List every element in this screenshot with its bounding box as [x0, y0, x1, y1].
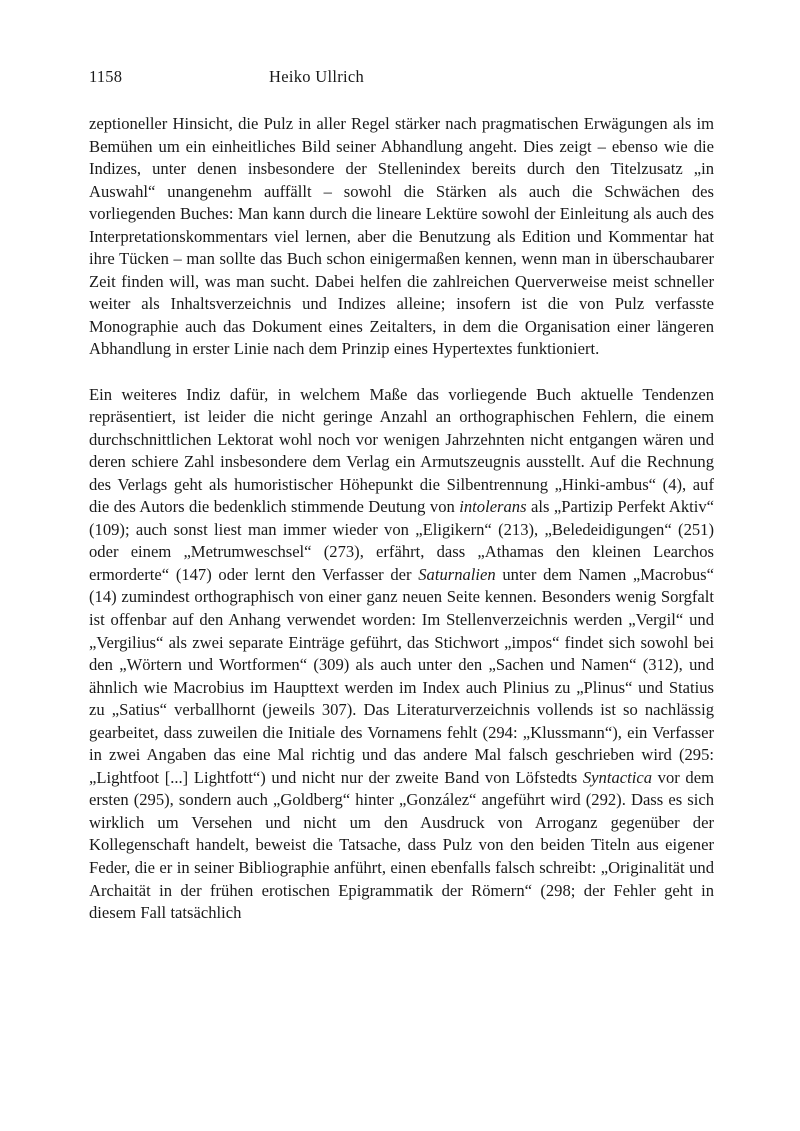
- text-run: unter dem Namen „Macrobus“ (14) zumindest orthographisch von einer ganz neuen Seite kennen. Besonders wenig Sorgfalt ist offenbar auf den Anhang verwendet worden: Im Stellenverzeichnis werden „Vergil“ und „Vergilius“ als zwei separate Einträge geführt, das Stichwort „impos“ findet sich sowohl bei den „Wörtern und Wortformen“ (309) als auch unter den „Sachen und Namen“ (312), und ähnlich wie Macrobius im Haupttext werden im Index auch Plinius zu „Plinus“ und Statius zu „Satius“ verballhornt (jeweils 307). Das Literaturverzeichnis vollends ist so nachlässig gearbeitet, dass zuweilen die Initiale des Vornamens fehlt (294: „Klussmann“), ein Verfasser in zwei Angaben das eine Mal richtig und das andere Mal falsch geschrieben wird (295: „Lightfoot [...] Lightfott“) und nicht nur der zweite Band von Löfstedts: [89, 564, 715, 787]
- running-head: [89, 66, 713, 88]
- paragraph: [89, 384, 714, 925]
- running-head-title: Heiko Ullrich: [269, 67, 365, 86]
- text-run: als „Partizip Perfekt Aktiv“ (109); auch sonst liest man immer wieder von „Eligikern“ (213), „Beledeidigungen“ (251) oder einem „Metrumweschsel“ (273), erfährt, dass „Athamas den kleinen Learchos ermorderte“ (147) oder lernt den Verfasser der: [89, 497, 714, 584]
- italic-title: intolerans: [459, 497, 527, 517]
- body-text: [89, 113, 714, 925]
- italic-title: Syntactica: [582, 767, 652, 787]
- text-run: zeptioneller Hinsicht, die Pulz in aller Regel stärker nach pragmatischen Erwägungen als im Bemühen um ein einheitliches Bild seiner Abhandlung angeht. Dies zeigt – ebenso wie die Indizes, unter denen insbesondere der Stellenindex bereits durch den Titelzusatz „in Auswahl“ unangenehm auffällt – sowohl die Stärken als auch die Schwächen des vorliegenden Buches: Man kann durch die lineare Lektüre sowohl der Einleitung als auch des Interpretationskommentars viel lernen, aber die Benutzung als Edition und Kommentar hat ihre Tücken – man sollte das Buch schon einigermaßen kennen, wenn man in überschaubarer Zeit finden will, was man sucht. Dabei helfen die zahlreichen Querverweise meist schneller weiter als Inhaltsverzeichnis und Indizes alleine; insofern ist die von Pulz verfasste Monographie auch das Dokument eines Zeitalters, in dem die Organisation einer längeren Abhandlung in erster Linie nach dem Prinzip eines Hypertextes funktioniert.: [89, 114, 714, 359]
- page-number: 1158: [89, 67, 123, 86]
- text-run: Ein weiteres Indiz dafür, in welchem Maße das vorliegende Buch aktuelle Tendenzen repräsentiert, ist leider die nicht geringe Anzahl an orthographischen Fehlern, die einem durchschnittlichen Lektorat wohl noch vor wenigen Jahrzehnten nicht entgangen wären und deren schiere Zahl insbesondere dem Verlag ein Armutszeugnis ausstellt. Auf die Rechnung des Verlags geht als humoristischer Höhepunkt die Silbentrennung „Hinki-ambus“ (4), auf die des Autors die bedenklich stimmende Deutung von: [89, 384, 714, 517]
- italic-title: Saturnalien: [418, 564, 496, 584]
- text-run: vor dem ersten (295), sondern auch „Goldberg“ hinter „González“ angeführt wird (292). Dass es sich wirklich um Versehen und nicht um den Ausdruck von Arroganz gegenüber der Kollegenschaft handelt, beweist die Tatsache, dass Pulz von den beiden Titeln aus eigener Feder, die er in seiner Bibliographie anführt, einen ebenfalls falsch schreibt: „Originalität und Archaität in der frühen erotischen Epigrammatik der Römern“ (298; der Fehler geht in diesem Fall tatsächlich: [89, 767, 714, 923]
- paragraph: [89, 113, 714, 361]
